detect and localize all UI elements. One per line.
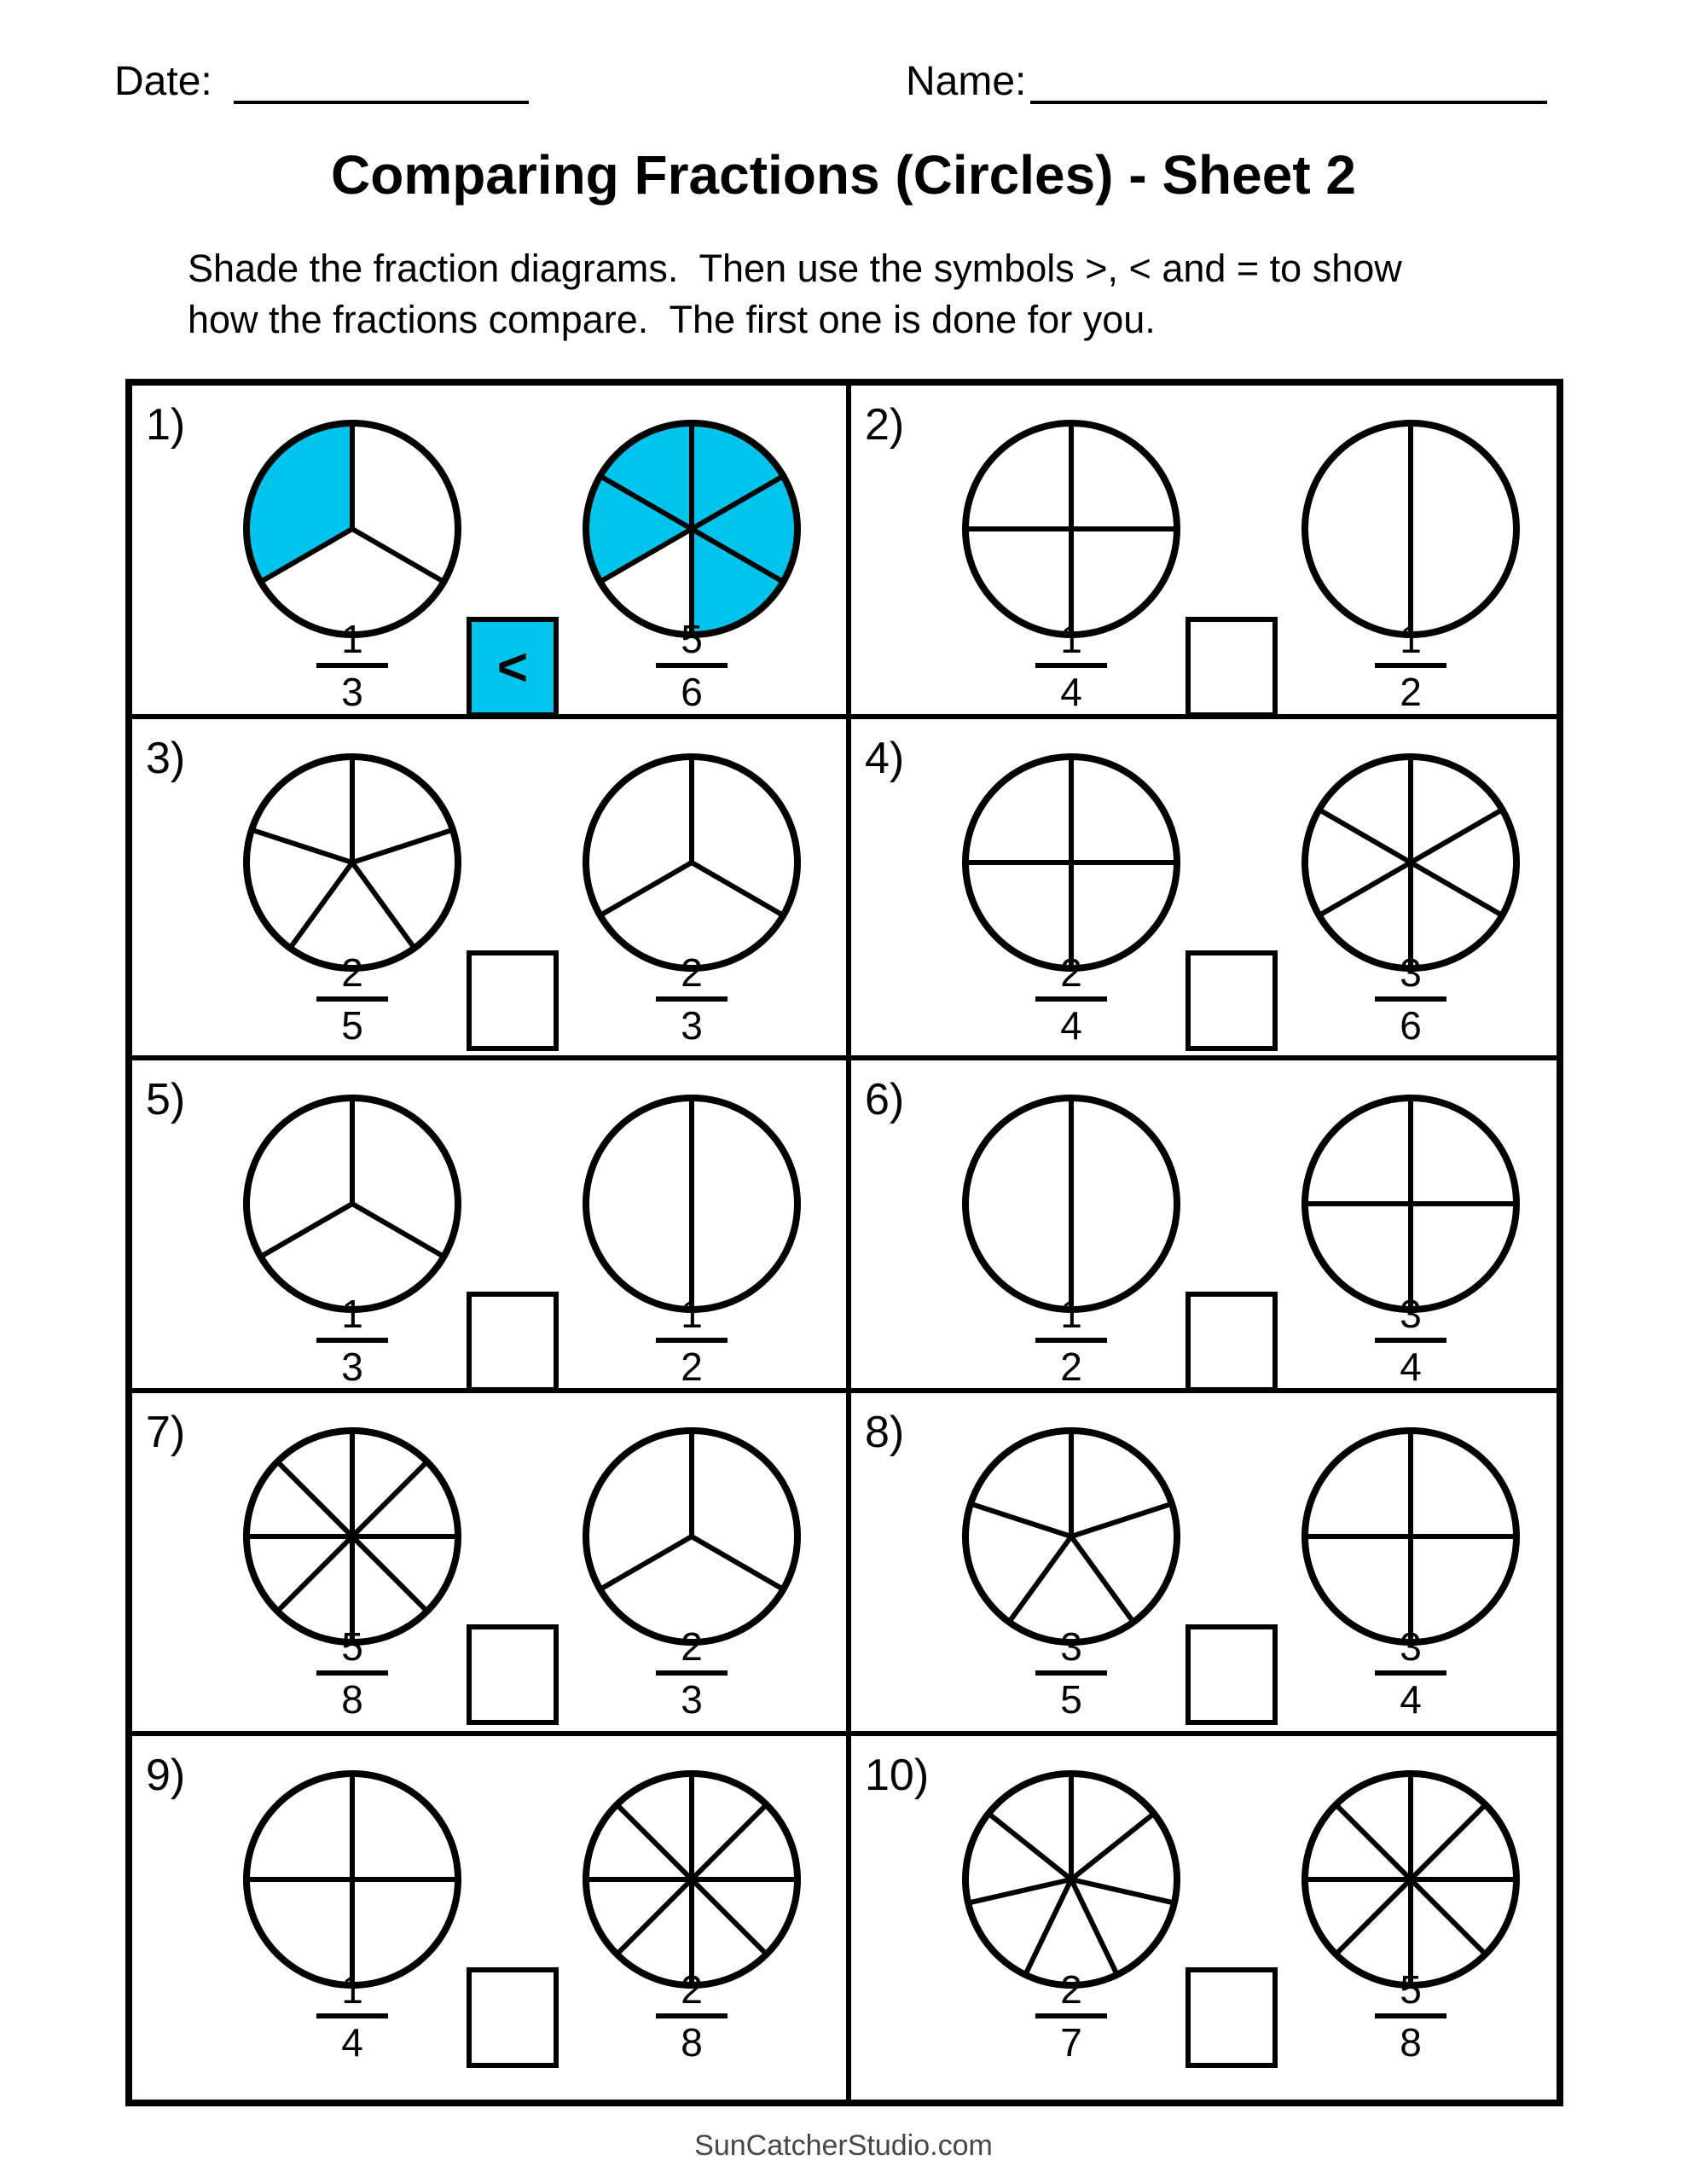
- fraction-left: [301, 950, 403, 1048]
- sector-divider-line: [352, 529, 443, 582]
- fraction-denominator: 4: [341, 2020, 363, 2065]
- fraction-bar: [656, 996, 728, 1002]
- sector-divider-line: [692, 1879, 767, 1955]
- fraction-bar: [1035, 1338, 1107, 1343]
- fraction-denominator: 8: [341, 1677, 363, 1722]
- fraction-circle[interactable]: [576, 1763, 808, 1995]
- sector-divider-line: [1319, 810, 1411, 863]
- sector-divider-line: [352, 830, 453, 863]
- problem-number: 7): [146, 1408, 186, 1457]
- problem-cell-5: [132, 1060, 851, 1393]
- fraction-right: [641, 1967, 743, 2065]
- fraction-numerator: 1: [341, 617, 363, 661]
- fraction-right: [641, 1624, 743, 1722]
- fraction-left: [301, 619, 403, 712]
- fraction-denominator: 6: [681, 670, 703, 714]
- problem-number: 3): [146, 734, 186, 783]
- fraction-circle[interactable]: [955, 1763, 1187, 1995]
- fraction-bar: [316, 2013, 388, 2018]
- fraction-numerator: 2: [681, 1967, 703, 2012]
- problem-number: 5): [146, 1075, 186, 1124]
- answer-box[interactable]: [1186, 1292, 1278, 1392]
- answer-box[interactable]: [1186, 950, 1278, 1051]
- fraction-bar: [656, 663, 728, 668]
- sector-divider-line: [261, 1204, 352, 1257]
- fraction-denominator: 8: [1400, 2020, 1422, 2065]
- sector-divider-line: [352, 863, 415, 948]
- fraction-numerator: 3: [1400, 1624, 1422, 1669]
- sector-divider-line: [1411, 1804, 1486, 1879]
- date-label: Date:: [114, 59, 212, 104]
- problem-number: 2): [865, 400, 905, 450]
- fraction-numerator: 1: [1060, 1292, 1082, 1336]
- fraction-bar: [1375, 1670, 1446, 1676]
- fraction-denominator: 3: [341, 670, 363, 714]
- problems-grid: [125, 379, 1563, 2106]
- fraction-denominator: 2: [1400, 670, 1422, 714]
- fraction-left: [301, 1624, 403, 1722]
- name-line[interactable]: [1030, 101, 1547, 104]
- fraction-left: [301, 1292, 403, 1389]
- fraction-denominator: 5: [341, 1003, 363, 1048]
- fraction-circle[interactable]: [576, 413, 808, 645]
- fraction-bar: [1375, 996, 1446, 1002]
- problem-cell-4: [851, 719, 1557, 1060]
- sector-divider-line: [1319, 863, 1411, 915]
- sector-divider-line: [968, 1879, 1071, 1903]
- instructions-line-2: how the fractions compare. The first one is done for you.: [188, 298, 1156, 341]
- problem-number: 6): [865, 1075, 905, 1124]
- fraction-left: [1020, 1967, 1122, 2065]
- page-title: Comparing Fractions (Circles) - Sheet 2: [330, 144, 1357, 206]
- sector-divider-line: [352, 1536, 427, 1612]
- fraction-numerator: 3: [1400, 1292, 1422, 1336]
- sector-divider-line: [692, 1536, 783, 1589]
- fraction-circle[interactable]: [955, 413, 1187, 645]
- instructions-line-1: Shade the fraction diagrams. Then use the symbols >, < and = to show: [188, 247, 1402, 290]
- fraction-circle[interactable]: [1295, 1420, 1527, 1653]
- fraction-numerator: 2: [1060, 1967, 1082, 2012]
- answer-box[interactable]: [467, 1624, 559, 1725]
- fraction-circle[interactable]: [955, 1088, 1187, 1320]
- sector-divider-line: [1009, 1536, 1071, 1622]
- fraction-circle[interactable]: [1295, 413, 1527, 645]
- fraction-circle[interactable]: [1295, 1088, 1527, 1320]
- fraction-right: [641, 1292, 743, 1389]
- sector-divider-line: [1411, 863, 1502, 915]
- sector-divider-line: [1071, 1879, 1174, 1903]
- fraction-left: [1020, 1624, 1122, 1722]
- problem-number: 9): [146, 1751, 186, 1800]
- fraction-bar: [656, 1670, 728, 1676]
- problem-cell-3: [132, 719, 851, 1060]
- fraction-circle[interactable]: [576, 746, 808, 979]
- footer-credit: SunCatcherStudio.com: [694, 2129, 993, 2162]
- sector-divider-line: [252, 830, 352, 863]
- fraction-circle[interactable]: [955, 1420, 1187, 1653]
- sector-divider-line: [617, 1879, 692, 1955]
- sector-divider-line: [352, 1204, 443, 1257]
- fraction-denominator: 8: [681, 2020, 703, 2065]
- fraction-bar: [316, 663, 388, 668]
- sector-divider-line: [1071, 1879, 1117, 1975]
- problem-number: 4): [865, 734, 905, 783]
- fraction-bar: [316, 996, 388, 1002]
- fraction-numerator: 1: [1400, 617, 1422, 661]
- sector-divider-line: [692, 863, 783, 915]
- fraction-bar: [1035, 1670, 1107, 1676]
- fraction-denominator: 4: [1060, 1003, 1082, 1048]
- fraction-denominator: 3: [341, 1345, 363, 1389]
- fraction-circle[interactable]: [1295, 1763, 1527, 1995]
- fraction-numerator: 3: [1060, 1624, 1082, 1669]
- problem-cell-10: [851, 1736, 1557, 2100]
- answer-box[interactable]: [467, 1292, 559, 1392]
- sector-divider-line: [1411, 1879, 1486, 1955]
- fraction-circle[interactable]: [1295, 746, 1527, 979]
- fraction-circle[interactable]: [236, 413, 468, 645]
- fraction-numerator: 2: [341, 950, 363, 995]
- sector-divider-line: [290, 863, 352, 948]
- fraction-numerator: 1: [681, 1292, 703, 1336]
- answer-box[interactable]: [467, 617, 559, 717]
- sector-divider-line: [600, 1536, 692, 1589]
- comparison-symbol: <: [496, 637, 529, 697]
- fraction-numerator: 2: [681, 1624, 703, 1669]
- fraction-numerator: 2: [681, 950, 703, 995]
- fraction-denominator: 4: [1400, 1677, 1422, 1722]
- problem-cell-6: [851, 1060, 1557, 1393]
- fraction-numerator: 1: [341, 1292, 363, 1336]
- fraction-right: [1359, 619, 1462, 712]
- fraction-numerator: 5: [341, 1624, 363, 1669]
- problem-cell-1: [132, 386, 851, 719]
- fraction-numerator: 3: [1400, 950, 1422, 995]
- sector-divider-line: [277, 1536, 352, 1612]
- fraction-denominator: 2: [1060, 1345, 1082, 1389]
- sector-divider-line: [1411, 810, 1502, 863]
- fraction-numerator: 1: [1060, 617, 1082, 661]
- sector-divider-line: [1071, 1814, 1154, 1879]
- fraction-denominator: 6: [1400, 1003, 1422, 1048]
- problem-number: 1): [146, 400, 186, 450]
- problem-cell-7: [132, 1393, 851, 1736]
- fraction-numerator: 1: [341, 1967, 363, 2012]
- sector-divider-line: [1071, 1536, 1133, 1622]
- sector-divider-line: [988, 1814, 1071, 1879]
- fraction-bar: [656, 2013, 728, 2018]
- problem-cell-8: [851, 1393, 1557, 1736]
- fraction-denominator: 2: [681, 1345, 703, 1389]
- fraction-left: [301, 1967, 403, 2065]
- fraction-bar: [1375, 2013, 1446, 2018]
- sector-divider-line: [277, 1461, 352, 1536]
- sector-divider-line: [600, 863, 692, 915]
- fraction-circle[interactable]: [236, 1763, 468, 1995]
- sector-divider-line: [617, 1804, 692, 1879]
- fraction-circle[interactable]: [236, 1420, 468, 1653]
- answer-box[interactable]: [1186, 1967, 1278, 2068]
- fraction-left: [1020, 1292, 1122, 1389]
- fraction-numerator: 5: [681, 617, 703, 661]
- fraction-circle[interactable]: [236, 1088, 468, 1320]
- fraction-bar: [316, 1338, 388, 1343]
- answer-box[interactable]: [467, 1967, 559, 2068]
- fraction-numerator: 2: [1060, 950, 1082, 995]
- fraction-circle[interactable]: [236, 746, 468, 979]
- answer-box[interactable]: [1186, 617, 1278, 717]
- sector-divider-line: [352, 1461, 427, 1536]
- sector-divider-line: [1336, 1879, 1411, 1955]
- fraction-right: [641, 950, 743, 1048]
- fraction-right: [1359, 1624, 1462, 1722]
- problem-cell-2: [851, 386, 1557, 719]
- name-label: Name:: [906, 59, 1027, 104]
- fraction-denominator: 3: [681, 1003, 703, 1048]
- fraction-bar: [1375, 1338, 1446, 1343]
- fraction-left: [1020, 619, 1122, 712]
- fraction-circle[interactable]: [576, 1420, 808, 1653]
- sector-divider-line: [971, 1504, 1071, 1536]
- sector-divider-line: [692, 1804, 767, 1879]
- sector-divider-line: [1071, 1504, 1172, 1536]
- fraction-bar: [1035, 663, 1107, 668]
- fraction-bar: [1035, 2013, 1107, 2018]
- fraction-bar: [1035, 996, 1107, 1002]
- fraction-denominator: 3: [681, 1677, 703, 1722]
- sector-divider-line: [1336, 1804, 1411, 1879]
- fraction-circle[interactable]: [955, 746, 1187, 979]
- sector-divider-line: [1025, 1879, 1071, 1975]
- date-line[interactable]: [234, 101, 529, 104]
- answer-box[interactable]: [1186, 1624, 1278, 1725]
- fraction-left: [1020, 950, 1122, 1048]
- fraction-right: [1359, 1967, 1462, 2065]
- fraction-right: [641, 619, 743, 712]
- answer-box[interactable]: [467, 950, 559, 1051]
- fraction-denominator: 4: [1060, 670, 1082, 714]
- fraction-circle[interactable]: [576, 1088, 808, 1320]
- fraction-right: [1359, 1292, 1462, 1389]
- problem-number: 10): [865, 1751, 930, 1800]
- fraction-bar: [656, 1338, 728, 1343]
- fraction-numerator: 5: [1400, 1967, 1422, 2012]
- fraction-bar: [1375, 663, 1446, 668]
- fraction-denominator: 5: [1060, 1677, 1082, 1722]
- fraction-denominator: 4: [1400, 1345, 1422, 1389]
- problem-number: 8): [865, 1408, 905, 1457]
- problem-cell-9: [132, 1736, 851, 2100]
- fraction-denominator: 7: [1060, 2020, 1082, 2065]
- fraction-right: [1359, 950, 1462, 1048]
- fraction-bar: [316, 1670, 388, 1676]
